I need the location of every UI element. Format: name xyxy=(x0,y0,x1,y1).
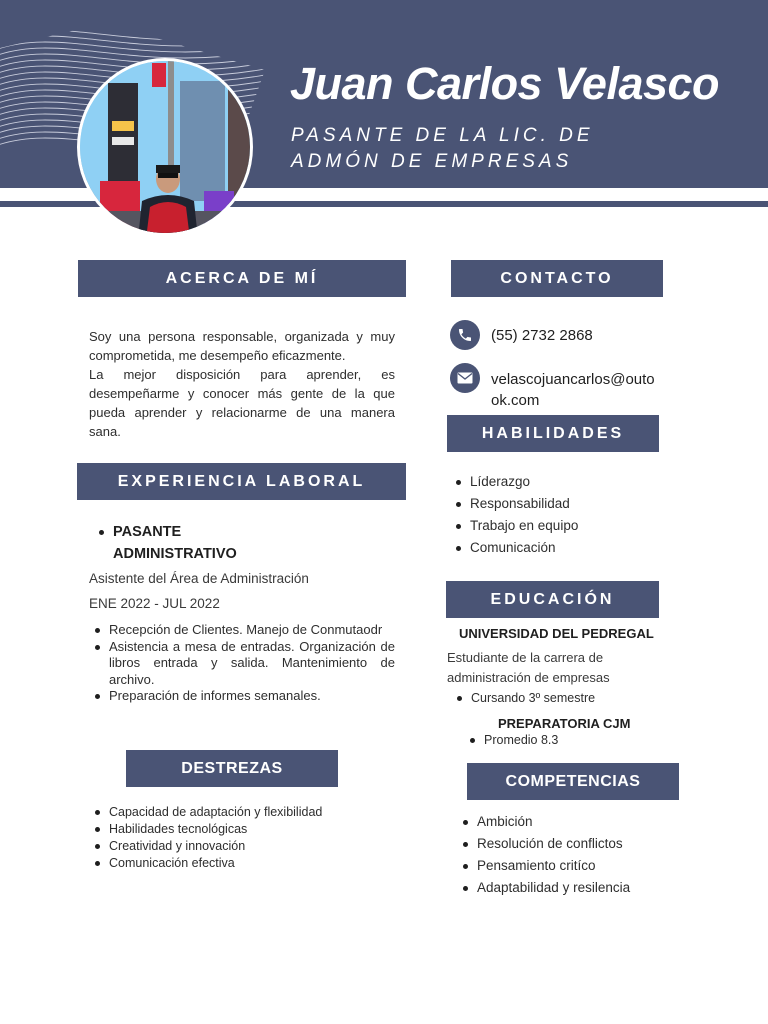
profile-photo-illustration xyxy=(80,61,253,236)
list-item: Capacidad de adaptación y flexibilidad xyxy=(89,804,409,821)
contact-email[interactable] xyxy=(491,369,691,411)
list-item: Resolución de conflictos xyxy=(457,833,717,855)
education-description xyxy=(447,648,610,688)
experience-position: Asistente del Área de Administración xyxy=(89,571,309,586)
contact-email-line2: ok.com xyxy=(491,392,540,409)
list-item: Promedio 8.3 xyxy=(464,732,664,749)
education-university-list xyxy=(451,690,671,707)
candidate-title xyxy=(291,123,751,175)
list-item: Adaptabilidad y resilencia xyxy=(457,877,717,899)
list-item: Cursando 3º semestre xyxy=(451,690,671,707)
heading-competencies: COMPETENCIAS xyxy=(467,763,679,800)
education-description-line2: administración de empresas xyxy=(447,670,610,685)
list-item: Comunicación efectiva xyxy=(89,855,409,872)
envelope-glyph xyxy=(457,372,473,384)
list-item: Preparación de informes semanales. xyxy=(89,688,395,705)
about-text xyxy=(89,327,395,441)
experience-dates: ENE 2022 - JUL 2022 xyxy=(89,596,220,611)
heading-abilities: HABILIDADES xyxy=(447,415,659,452)
contact-email-line1: velascojuancarlos@outo xyxy=(491,371,655,388)
candidate-title-line2: ADMÓN DE EMPRESAS xyxy=(291,151,573,172)
list-item: Líderazgo xyxy=(450,471,710,493)
heading-experience: EXPERIENCIA LABORAL xyxy=(77,463,406,500)
education-university: UNIVERSIDAD DEL PEDREGAL xyxy=(459,626,654,641)
experience-role-bullet xyxy=(99,530,104,535)
envelope-icon xyxy=(450,363,480,393)
abilities-list xyxy=(450,471,710,559)
contact-phone[interactable]: (55) 2732 2868 xyxy=(491,327,593,344)
competencies-list xyxy=(457,811,717,899)
heading-skills-soft: DESTREZAS xyxy=(126,750,338,787)
heading-contact: CONTACTO xyxy=(451,260,663,297)
about-paragraph-2: La mejor disposición para aprender, es desempeñarme y conocer más gente de la que pueda aprender y relacionarme de una manera sana. xyxy=(89,367,395,439)
list-item: Trabajo en equipo xyxy=(450,515,710,537)
experience-role xyxy=(99,521,299,565)
list-item: Comunicación xyxy=(450,537,710,559)
candidate-name: Juan Carlos Velasco xyxy=(290,58,720,109)
experience-role-line2: ADMINISTRATIVO xyxy=(113,546,237,562)
list-item: Pensamiento critíco xyxy=(457,855,717,877)
education-prep-list xyxy=(464,732,664,749)
skills-soft-list xyxy=(89,804,409,872)
heading-education: EDUCACIÓN xyxy=(446,581,659,618)
list-item: Recepción de Clientes. Manejo de Conmutaodr xyxy=(89,622,395,639)
heading-about: ACERCA DE MÍ xyxy=(78,260,406,297)
about-paragraph-1: Soy una persona responsable, organizada y muy comprometida, me desempeño eficazmente. xyxy=(89,329,395,363)
list-item: Ambición xyxy=(457,811,717,833)
education-prep: PREPARATORIA CJM xyxy=(498,716,631,731)
education-description-line1: Estudiante de la carrera de xyxy=(447,650,604,665)
profile-photo xyxy=(77,58,253,236)
list-item: Habilidades tecnológicas xyxy=(89,821,409,838)
list-item: Creatividad y innovación xyxy=(89,838,409,855)
phone-icon xyxy=(450,320,480,350)
experience-role-line1: PASANTE xyxy=(113,524,182,540)
phone-glyph xyxy=(457,327,473,343)
experience-task-list xyxy=(89,622,395,705)
list-item: Asistencia a mesa de entradas. Organización de libros entrada y salida. Mantenimiento de archivo. xyxy=(89,639,395,689)
candidate-title-line1: PASANTE DE LA LIC. DE xyxy=(291,125,594,146)
list-item: Responsabilidad xyxy=(450,493,710,515)
